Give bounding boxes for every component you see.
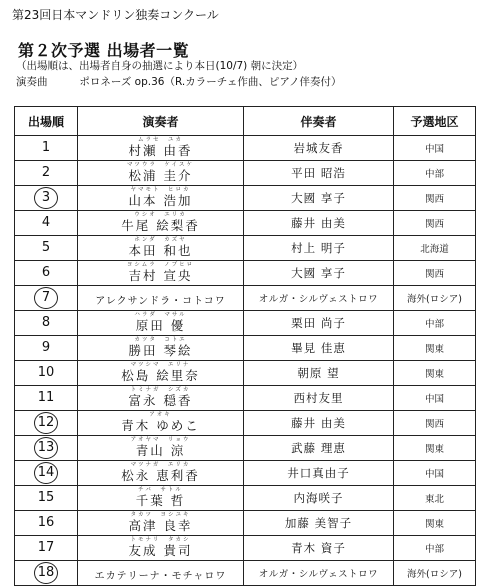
performer-cell [78,511,244,536]
order-cell [15,286,78,311]
performer-name: 青木 ゆめこ [121,417,200,433]
region-name: 関西 [394,411,476,436]
table-row [15,261,476,286]
order-cell [15,336,78,361]
order-cell [15,161,78,186]
table-row [15,536,476,561]
piece-label: 演奏曲 [16,76,48,88]
performer-furigana: アオヤマ リョウ [130,436,191,443]
accompanist-name: 栗田 尚子 [244,311,394,336]
performer-name: 吉村 宣央 [128,267,193,283]
performer-name: 松浦 圭介 [128,167,193,183]
table-row [15,511,476,536]
performer-cell [78,536,244,561]
order-number: 6 [41,265,51,280]
order-cell [15,136,78,161]
performer-furigana: ハラダ マサル [134,311,187,318]
order-number: 12 [34,412,58,434]
performer-cell [78,561,244,586]
order-number: 4 [41,215,51,230]
performer-name: 山本 浩加 [128,192,193,208]
order-number: 3 [34,187,58,209]
table-row [15,461,476,486]
header-accompanist: 伴奏者 [244,107,394,136]
performer-name: 千葉 哲 [135,492,186,508]
order-number: 18 [34,562,58,584]
performer-furigana: トミナガ シズカ [130,386,191,393]
accompanist-name: 青木 資子 [244,536,394,561]
region-name: 関西 [394,261,476,286]
header-region: 予選地区 [394,107,476,136]
accompanist-name: 大國 享子 [244,261,394,286]
table-row [15,161,476,186]
region-name: 中国 [394,136,476,161]
performer-name: エカテリーナ・モチャロワ [94,570,227,582]
performer-cell [78,211,244,236]
performer-cell [78,386,244,411]
order-cell [15,261,78,286]
accompanist-name: 朝原 望 [244,361,394,386]
order-number: 5 [41,240,51,255]
performer-furigana: アオキ [149,411,172,418]
performer [129,338,193,358]
region-name: 関東 [394,511,476,536]
performer-cell [78,261,244,286]
order-number: 11 [37,390,55,405]
region-name: 海外(ロシア) [394,561,476,586]
piece-title: ポロネーズ op.36（R.カラーチェ作曲、ピアノ伴奏付） [79,76,342,88]
order-number: 16 [37,515,55,530]
header-performer: 演奏者 [78,107,244,136]
table-header-row [15,107,476,136]
table-row [15,486,476,511]
region-name: 関東 [394,336,476,361]
region-name: 関東 [394,436,476,461]
performer-name: 松永 恵利香 [121,467,200,483]
performer-cell [78,411,244,436]
performer-cell [78,186,244,211]
performer [134,313,186,333]
order-number: 15 [37,490,55,505]
order-cell [15,536,78,561]
performer [95,565,227,582]
performer-name: 富永 穏香 [128,392,193,408]
performer-cell [78,136,244,161]
region-name: 中部 [394,161,476,186]
performer [121,463,199,483]
page-title: 第２次予選 出場者一覧 [18,41,190,60]
order-cell [15,461,78,486]
performer-cell [78,286,244,311]
performer-furigana: ヤマモト ヒロカ [130,186,191,193]
table-row [15,561,476,586]
accompanist-name: 西村友里 [244,386,394,411]
performer [129,388,193,408]
table-row [15,211,476,236]
region-name: 海外(ロシア) [394,286,476,311]
accompanist-name: オルガ・シルヴェストロワ [244,286,394,311]
performer-cell [78,361,244,386]
order-cell [15,561,78,586]
accompanist-name: 平田 昭浩 [244,161,394,186]
performer-cell [78,486,244,511]
accompanist-name: 村上 明子 [244,236,394,261]
performer-furigana: マツウラ ケイスケ [127,161,194,168]
order-number: 1 [41,140,51,155]
order-number: 2 [41,165,51,180]
header-order: 出場順 [15,107,78,136]
performer-name: アレクサンドラ・コトコワ [95,295,226,307]
order-cell [15,211,78,236]
table-row [15,286,476,311]
performer [129,538,193,558]
order-number: 9 [41,340,51,355]
table-row [15,411,476,436]
performer-furigana: マツシマ エリナ [130,361,191,368]
performer-name: 勝田 琴絵 [128,342,193,358]
region-name: 北海道 [394,236,476,261]
accompanist-name: オルガ・シルヴェストロワ [244,561,394,586]
table-row [15,336,476,361]
performer-cell [78,336,244,361]
performer [129,513,193,533]
performer-furigana: カツタ コトエ [134,336,187,343]
performer-furigana: マツナガ エリカ [130,461,191,468]
performer-cell [78,461,244,486]
order-cell [15,236,78,261]
performer [136,488,185,508]
performer-name: 松島 絵里奈 [121,367,200,383]
accompanist-name: 畢見 佳恵 [244,336,394,361]
performer-cell [78,236,244,261]
performer-name: 牛尾 絵梨香 [121,217,200,233]
accompanist-name: 大國 享子 [244,186,394,211]
order-cell [15,411,78,436]
region-name: 東北 [394,486,476,511]
table-row [15,386,476,411]
table-row [15,186,476,211]
performer-furigana: ホンダ カズヤ [134,236,187,243]
performer-name: 本田 和也 [128,242,193,258]
region-name: 関東 [394,361,476,386]
accompanist-name: 加藤 美智子 [244,511,394,536]
region-name: 中国 [394,386,476,411]
performer-furigana: トモナリ タカシ [130,536,191,543]
performer [121,213,199,233]
region-name: 関西 [394,211,476,236]
table-row [15,436,476,461]
order-number: 7 [34,287,58,309]
performer [131,438,191,458]
region-name: 中部 [394,311,476,336]
performer-cell [78,311,244,336]
performer-cell [78,161,244,186]
order-number: 17 [37,540,55,555]
order-cell [15,361,78,386]
performer [129,238,193,258]
performer-name: 原田 優 [135,317,186,333]
performer-name: 青山 涼 [135,442,186,458]
table-row [15,361,476,386]
accompanist-name: 井口真由子 [244,461,394,486]
performer [121,363,199,383]
performer-furigana: ヨシムラ ノブヒロ [126,261,195,268]
performer-cell [78,436,244,461]
performer [129,138,193,158]
order-number: 10 [37,365,55,380]
performer-name: 村瀬 由香 [128,142,193,158]
table-body [15,136,476,586]
region-name: 中部 [394,536,476,561]
table-row [15,136,476,161]
performer-furigana: タカツ ヨシユキ [130,511,191,518]
draw-note: （出場順は、出場者自身の抽選により本日(10/7) 朝に決定） [16,60,304,72]
order-cell [15,386,78,411]
performer-table [14,106,476,586]
accompanist-name: 藤井 由美 [244,211,394,236]
performer-furigana: ウシオ エリカ [134,211,187,218]
order-cell [15,186,78,211]
performer [121,413,199,433]
region-name: 中国 [394,461,476,486]
performer [129,188,193,208]
accompanist-name: 武藤 理恵 [244,436,394,461]
region-name: 関西 [394,186,476,211]
order-number: 14 [34,462,58,484]
order-number: 8 [41,315,51,330]
order-cell [15,511,78,536]
order-cell [15,436,78,461]
order-number: 13 [34,437,58,459]
piece-line [16,74,342,89]
performer [127,263,194,283]
order-cell [15,486,78,511]
accompanist-name: 内海咲子 [244,486,394,511]
performer-furigana: チバ サトル [138,486,183,493]
competition-name: 第23回日本マンドリン独奏コンクール [12,8,219,22]
order-cell [15,311,78,336]
performer [127,163,194,183]
performer-name: 友成 貴司 [128,542,193,558]
table-row [15,236,476,261]
table-row [15,311,476,336]
accompanist-name: 岩城友香 [244,136,394,161]
performer [95,290,226,307]
performer-furigana: ムラセ ユカ [137,136,183,143]
accompanist-name: 藤井 由美 [244,411,394,436]
performer-name: 高津 良幸 [128,517,193,533]
